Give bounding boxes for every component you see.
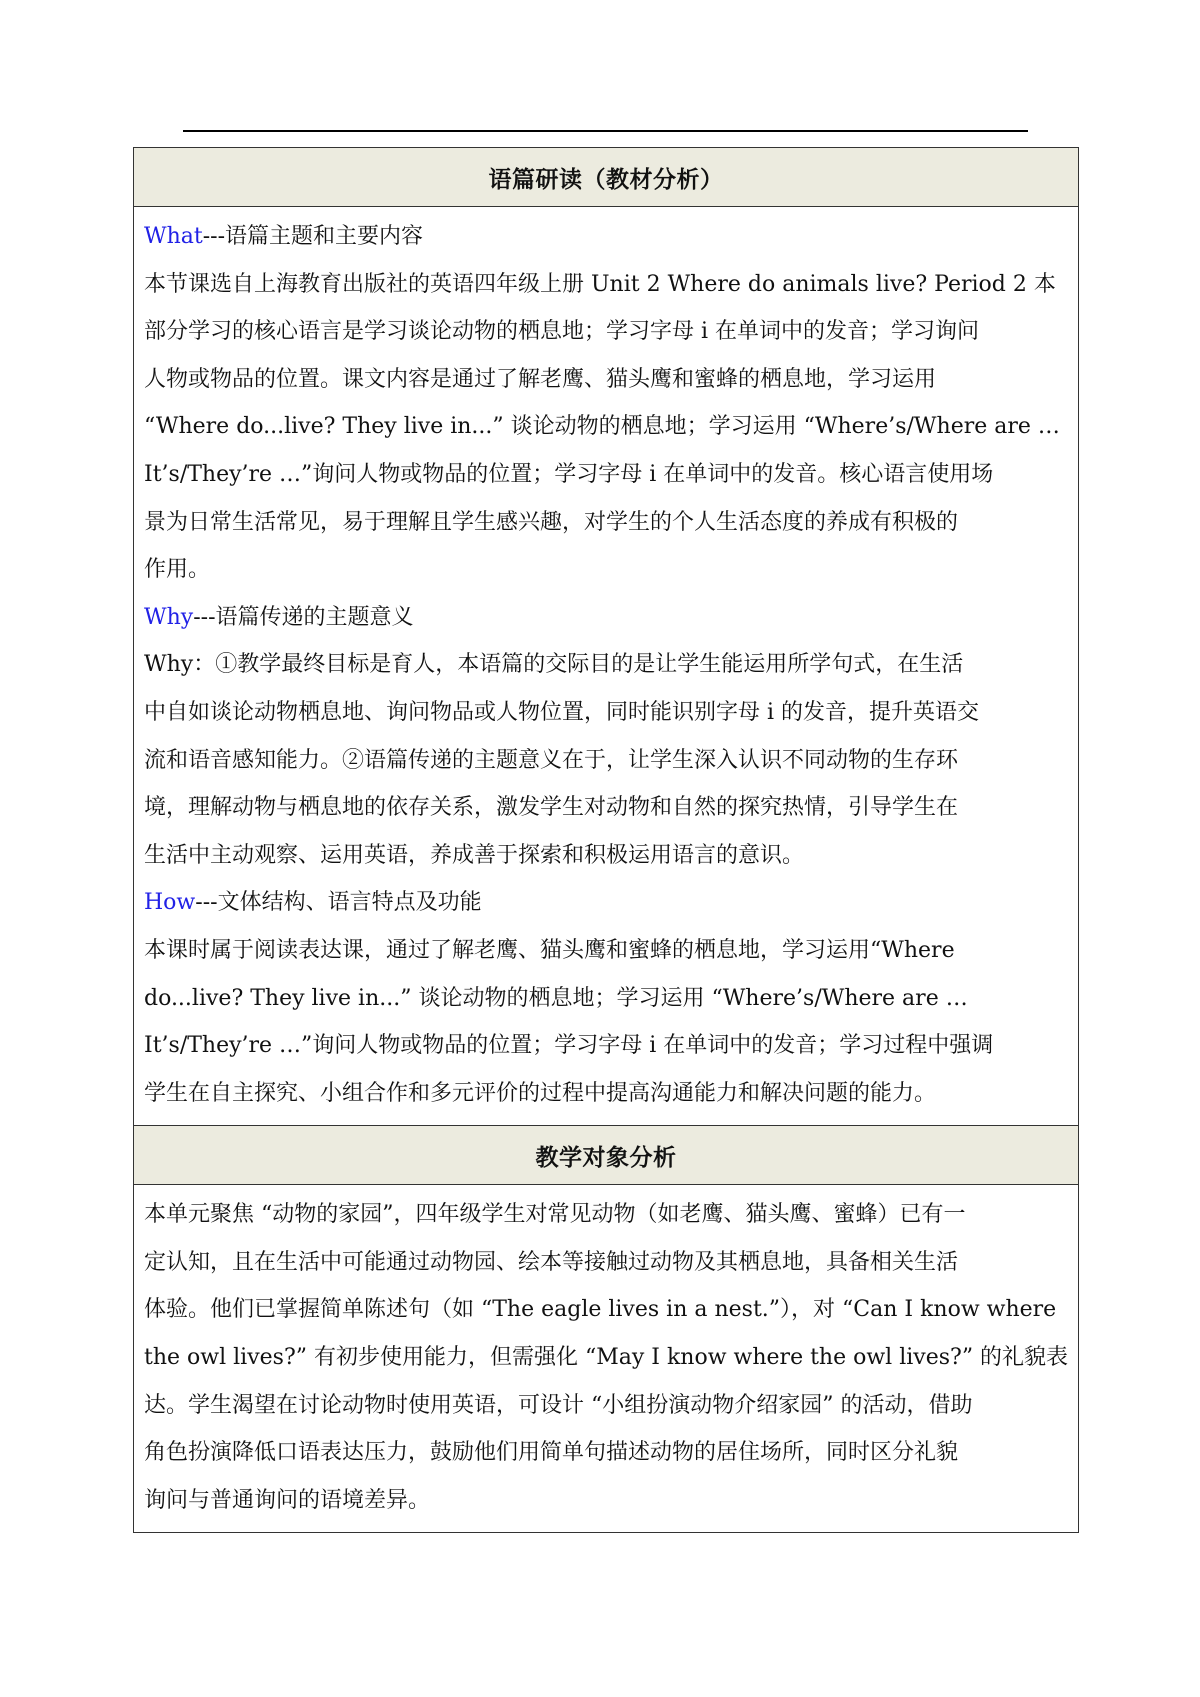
student-analysis-line: the owl lives?” 有初步使用能力，但需强化 “May I know where the owl lives?” 的礼貌表 [144, 1345, 1068, 1371]
how-keyword: How [144, 890, 196, 916]
student-analysis-line: 角色扮演降低口语表达压力，鼓励他们用简单句描述动物的居住场所，同时区分礼貌 [144, 1440, 959, 1466]
top-rule [183, 130, 1028, 132]
section2-body [134, 1185, 1079, 1533]
why-heading-text: ---语篇传递的主题意义 [193, 604, 414, 630]
what-line: 作用。 [144, 557, 211, 583]
what-line: 部分学习的核心语言是学习谈论动物的栖息地；学习字母 i 在单词中的发音；学习询问 [144, 319, 980, 345]
how-line: 学生在自主探究、小组合作和多元评价的过程中提高沟通能力和解决问题的能力。 [144, 1080, 937, 1106]
what-keyword: What [144, 224, 203, 249]
why-heading [144, 594, 1068, 642]
section2-header-row [134, 1126, 1079, 1185]
section1-header-row [134, 148, 1079, 207]
section1-body-row [134, 207, 1079, 1126]
student-analysis-line: 本单元聚焦 “动物的家园”，四年级学生对常见动物（如老鹰、猫头鹰、蜜蜂）已有一 [144, 1202, 966, 1228]
analysis-table [133, 147, 1079, 1533]
how-line: 本课时属于阅读表达课，通过了解老鹰、猫头鹰和蜜蜂的栖息地，学习运用“Where [144, 937, 955, 963]
what-heading-text: ---语篇主题和主要内容 [202, 224, 424, 249]
section1-title: 语篇研读（教材分析） [134, 148, 1079, 207]
what-heading [144, 213, 1068, 261]
what-line: 人物或物品的位置。课文内容是通过了解老鹰、猫头鹰和蜜蜂的栖息地，学习运用 [144, 366, 937, 392]
section1-body [134, 207, 1079, 1126]
student-analysis-line: 定认知，且在生活中可能通过动物园、绘本等接触过动物及其栖息地，具备相关生活 [144, 1249, 959, 1275]
student-analysis-line: 询问与普通询问的语境差异。 [144, 1487, 431, 1513]
how-line: do...live? They live in...” 谈论动物的栖息地；学习运用 “Where’s/Where are … [144, 985, 968, 1011]
how-heading-text: ---文体结构、语言特点及功能 [195, 890, 482, 916]
why-keyword: Why [144, 604, 194, 630]
what-line: 景为日常生活常见，易于理解且学生感兴趣，对学生的个人生活态度的养成有积极的 [144, 509, 959, 535]
section2-body-row [134, 1185, 1079, 1533]
what-line: 本节课选自上海教育出版社的英语四年级上册 Unit 2 Where do animals live? Period 2 本 [144, 271, 1056, 297]
why-line: 境，理解动物与栖息地的依存关系，激发学生对动物和自然的探究热情，引导学生在 [144, 795, 959, 821]
student-analysis-line: 体验。他们已掌握简单陈述句（如 “The eagle lives in a nest.”），对 “Can I know where [144, 1297, 1057, 1323]
student-analysis-line: 达。学生渴望在讨论动物时使用英语，可设计 “小组扮演动物介绍家园” 的活动，借助 [144, 1392, 973, 1418]
what-line: “Where do...live? They live in...” 谈论动物的栖息地；学习运用 “Where’s/Where are … [144, 414, 1060, 440]
why-line: 流和语音感知能力。②语篇传递的主题意义在于，让学生深入认识不同动物的生存环 [144, 747, 959, 773]
why-line: Why：①教学最终目标是育人，本语篇的交际目的是让学生能运用所学句式，在生活 [144, 652, 964, 678]
why-line: 中自如谈论动物栖息地、询问物品或人物位置，同时能识别字母 i 的发音，提升英语交 [144, 699, 980, 725]
section2-title: 教学对象分析 [134, 1126, 1079, 1185]
what-line: It’s/They’re …”询问人物或物品的位置；学习字母 i 在单词中的发音。核心语言使用场 [144, 461, 994, 487]
how-heading [144, 879, 1068, 927]
how-line: It’s/They’re …”询问人物或物品的位置；学习字母 i 在单词中的发音；学习过程中强调 [144, 1033, 994, 1059]
why-line: 生活中主动观察、运用英语，养成善于探索和积极运用语言的意识。 [144, 842, 805, 868]
